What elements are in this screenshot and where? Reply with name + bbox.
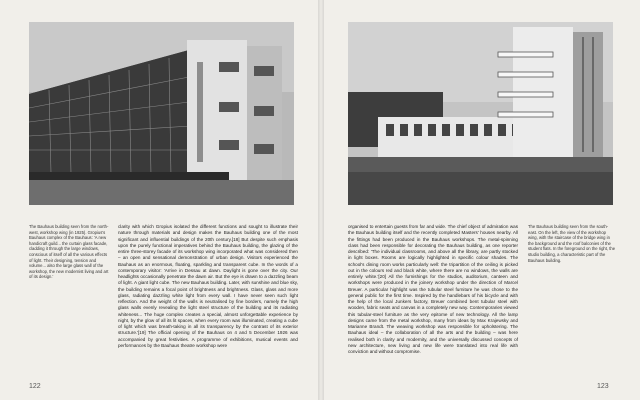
caption-left: The Bauhaus building seen from the north-west, workshop wing (in 1925). Gropius's Bauhaus complex of the Bauhaus: 'A new handicraft guild... the curtain glass facade, cladding it through the large windows, conscious of itself of all the various effects of light. Their designing, tension and volume... also the large glass wall of the workshop, the new modernist living and art of its design.': [29, 224, 109, 280]
body-text-right: organised to entertain guests from far and wide. The chief object of admiration was the Bauhaus building itself and the recently completed Masters' houses nearby. All the fittings had been produced in the Bauhaus workshops. The metal-spinning class had been responsible for decorating the Bauhaus building, as one reporter described: 'The individual classrooms, and above all the library, are partly stocked in light boxes. Rooms are logically highlighted in specific colour shades. The school's dining room works particularly well: the tripartition of the ceiling is picked out in the colours red and black white, where there are no windows, the walls are entirely white.'[20] All the furnishings for the studios, auditorium, canteen and workshops were produced in the joinery workshop under the direction of Marcel Breuer. A particular highlight was the tubular steel furniture he was chose to the general public for the first time. Inspired by the handlebars of his bicycle and with the help of the local Junkers factory, Breuer combined bent tubular steel with wooden, fabric seats and canvas in a completely new way. Contemporaries viewed this tubular-steel furniture as the very epitome of new technology. All the lamp designs came from the metal workshop, many from ideas by Max Krajewsky and Marianne Brandt. The weaving workshop was responsible for upholstering. The Bauhaus ideal – the collaboration of all the arts and the building – was here realised both in clarity and modernity, and the universally discussed concepts of new architecture, new living and new life were translated into real life with conviction and without compromise.: [348, 224, 518, 354]
book-gutter: [318, 0, 324, 400]
page-number-left: 122: [29, 383, 41, 390]
page-number-right: 123: [597, 383, 609, 390]
bauhaus-south-east-view-photo: [348, 22, 613, 205]
bauhaus-workshop-wing-photo: [29, 22, 294, 205]
caption-right: The Bauhaus building seen from the south-east. On the left, the view of the workshop wing, with the staircase of the bridge wing in the background and the roof balconies of the student flats. In the foreground on the right, the studio building, a characteristic part of the Bauhaus building.: [528, 224, 616, 263]
body-text-left: clarity with which Gropius isolated the different functions and sought to illustrate their nature through materials and design makes the Bauhaus building one of the most significant and influential buildings of the 20th century.[18] But despite such emphasis upon the purely functional imperatives behind the Bauhaus building, the glazing of the entire three-storey facade of its workshop wing incorporated what was considered then – an open and sensational demonstration of urban design. Visitors experienced the Bauhaus as an enormous, floating, sparkling and transparent cube. In the words of a contemporary visitor: 'Arrive in Dessau at dawn. Daylight is gone over the city. Our headlights occasionally penetrate the dawn air. But the eye is drawn to a dazzling beam of light. A giant light cube. The new Bauhaus building. Later, with sunshine and blue sky, the building remains a focal point of brightness and brightness. Glass, glass and more glass, radiating dazzling white light from every wall. I have never seen such light reflection. And the weight of the walls is neutralised by fine borders, namely the high glass walls evenly revealing the light steel structure of the building and its radiating whiteness... The huge complex creates a special, almost unforgettable experience by night, by the glow of all its lit spaces, when every room was illuminated, creating a cube of light which was breath-taking in all its transparency by the contrast of its exterior structure.'[19] The official opening of the Bauhaus on 4 and 5 December 1926 was accompanied by great festivities. A programme of exhibitions, musical events and performances by the Bauhaus theatre workshop were: [118, 224, 298, 348]
